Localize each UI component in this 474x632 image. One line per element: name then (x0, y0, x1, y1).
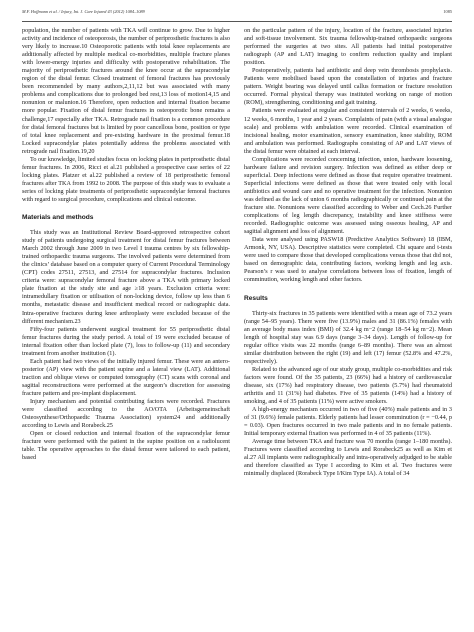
header-rule (22, 21, 452, 22)
methods-paragraph: Open or closed reduction and internal fixation of the supracondylar femur fracture were performed with the patient in the supine position on a radiolucent table. The operative approaches to the distal femur were tailored to each patient, based (22, 430, 230, 462)
results-heading: Results (244, 294, 268, 302)
intro-paragraph: To our knowledge, limited studies focus on locking plates in periprosthetic distal femur fractures. In 2006, Ricci et al.21 published a prospective case series of 22 locking plates. Platzer et al.22 published a review of 18 periprosthetic femoral fractures after TKA from 1992 to 2008. The purpose of this study was to evaluate a series of locking plate treatments of periprosthetic supracondylar femoral fractures with regard to surgical procedure, complications and clinical outcome. (22, 155, 230, 203)
methods-paragraph: Postoperatively, patients had antibiotic and deep vein thrombosis prophylaxis. Patients were mobilised based upon the constellation of injuries and fracture pattern. Weight bearing was delayed until callus formation or fracture resolution occurred. Formal physical therapy was instituted working on range of motion (ROM), strengthening, conditioning and gait training. (244, 67, 452, 107)
methods-paragraph: This study was an Institutional Review Board-approved retrospective cohort study of patients undergoing surgical treatment for distal femur fractures between March 2002 through June 2009 in two Level I trauma centres by six fellowship-trained orthopaedic trauma surgeons. The involved patients were determined from the clinics’ database based on a computer query of Current Procedural Terminology (CPT) codes 27511, 27513, and 27514 for supracondylar fractures. Inclusion criteria were: supracondylar femoral fracture above a TKA with primary locked plate fixation at the study site and age ≥18 years. Exclusion criteria were: intramedullary fixation or utilisation of non-locking device, follow up less than 6 months, metastatic disease and insufficient medical record or radiographic data. Intra-operative fractures during knee arthroplasty were excluded because of the different mechanism.23 (22, 229, 230, 325)
page-number: 1085 (443, 9, 452, 14)
methods-paragraph: on the particular pattern of the injury, location of the fracture, associated injuries and soft-tissue involvement. Six trauma fellowship-trained orthopaedic surgeons performed the surgeries at two sites. All patients had initial postoperative radiograph (AP and LAT) imaging to confirm reduction quality and implant position. (244, 27, 452, 67)
methods-paragraph: Each patient had two views of the initially injured femur. These were an antero-posterior (AP) view with the patient supine and a lateral view (LAT). Additional traction and oblique views or computed tomography (CT) scans with coronal and sagittal reconstructions were performed at the surgeon’s discretion for assessing fracture pattern and pre-implant displacement. (22, 357, 230, 397)
citation-line: M.F. Hoffmann et al. / Injury, Int. J. Care Injured 43 (2012) 1084–1089 (22, 9, 145, 14)
right-column (244, 27, 452, 478)
results-paragraph: Related to the advanced age of our study group, multiple co-morbidities and risk factors were found. Of the 35 patients, 23 (66%) had a history of cardiovascular disease, six (17%) had respiratory disease, two patients (5.7%) had rheumatoid arthritis and 11 (31%) had diabetes. Five of 35 patients (14%) had a history of smoking, and 4 of 35 patients (11%) were active smokers. (244, 365, 452, 406)
intro-paragraph: population, the number of patients with TKA will continue to grow. Due to higher activity and incidence of osteoporosis, the number of periprosthetic fractures is also very likely to increase.10 Osteoporotic patients with total knee replacements are additionally affected by multiple medical co-morbidities, multiple fracture planes with lower-energy injuries and difficulty with postoperative rehabilitation. The majority of periprosthetic fractures around the knee occur at the supracondylar region of the distal femur. Closed treatment of femoral fractures has previously been recommended by many authors,2,11,12 but was associated with many problems and complications due to prolonged bed rest,13 loss of motion14,15 and nonunion or malunion.16 Therefore, open reduction and internal fixation became more popular. Fixation of distal femur fractures in osteoporotic bone remains a challenge,17 especially after TKA. Retrograde nail fixation is a common procedure for distal femoral fractures but is limited by poor cancellous bone, position or type of total knee replacement and pre-existing hardware in the proximal femur.18 Locked supracondylar plates potentially address the problems associated with retrograde nail fixation.19,20 (22, 27, 230, 155)
left-column (22, 27, 230, 478)
results-paragraph: Thirty-six fractures in 35 patients were identified with a mean age of 73.2 years (range 54–95 years). There were five (13.9%) males and 31 (86.1%) females with an average body mass index (BMI) of 32.4 kg m−2 (range 18–54 kg m−2). Mean length of hospital stay was 6.9 days (range 3–34 days). Length of follow-up for regular office visits was 22 months (range 6–89 months). There was an almost similar distribution between the right (19) and left (17) femur (52.8% and 47.2%, respectively). (244, 309, 452, 365)
methods-paragraph: Data were analysed using PASW18 (Predictive Analytics Software) 18 (IBM, Armonk, NY, USA). Descriptive statistics were completed. Chi square and t-tests were used to compare those that developed complications versus those that did not, based on demographic data, contributing factors, working length and leg axis. Pearson’s r was used to analyse correlations between loss of fixation, length of comminution, working length and other factors. (244, 236, 452, 284)
methods-heading: Materials and methods (22, 214, 94, 222)
methods-paragraph: Patients were evaluated at regular and consistent intervals of 2 weeks, 6 weeks, 12 weeks, 6 months, 1 year and 2 years. Complaints of pain (with a visual analogue scale) and problems with ambulation were recorded. Clinical examination of incisional healing, motor examination, sensory examination, knee stability, ROM and ambulation was performed. Radiographs consisting of AP and LAT views of the distal femur were obtained at each interval. (244, 107, 452, 155)
two-column-body (22, 27, 452, 478)
results-paragraph: A high-energy mechanism occurred in two of five (40%) male patients and in 3 of 31 (9.6%) female patients. Elderly patients had lesser comminution (r = −0.44, p = 0.03). Open fractures occurred in two male patients and in no female patients. Initial temporary external fixation was performed in 4 of 35 patients (11%). (244, 406, 452, 438)
running-header (22, 9, 452, 18)
methods-paragraph: Complications were recorded concerning infection, union, hardware loosening, hardware failure and revision surgery. Infection was defined as either deep or superficial. Deep infections were defined as those that require operative treatment. Superficial infections were defined as those that were treated only with local antibiotics and wound care and no operative treatment for the infection. Nonunion was defined as the lack of union 6 months radiographically or continued pain at the fracture site. Nonunions were classified according to Weber and Cech.26 Further complications of leg length discrepancy, instability and knee stiffness were recorded. Radiographic outcome was assessed using osseous healing, AP and sagittal alignment and loss of alignment. (244, 155, 452, 236)
methods-paragraph: Injury mechanism and potential contributing factors were recorded. Fractures were classified according to the AO/OTA (Arbeitsgemeinschaft Osteosynthese/Orthopaedic Trauma Association) system24 and additionally according to Lewis and Rorabeck.25 (22, 398, 230, 430)
methods-paragraph: Fifty-four patients underwent surgical treatment for 55 periprosthetic distal femur fractures during the study period. A total of 19 were excluded because of internal fixation other than locked plate (7), loss to follow-up (11) and secondary treatment from another institution (1). (22, 325, 230, 357)
results-paragraph: Average time between TKA and fracture was 70 months (range 1–180 months). Fractures were classified according to Lewis and Rorabeck25 as well as Kim et al.27 All implants were radiographically and intra-operatively adjudged to be stable and therefore classified as Type I according to Kim et al. Two fractures were minimally displaced (Rorabeck Type I/Kim Type IA). A total of 34 (244, 438, 452, 478)
